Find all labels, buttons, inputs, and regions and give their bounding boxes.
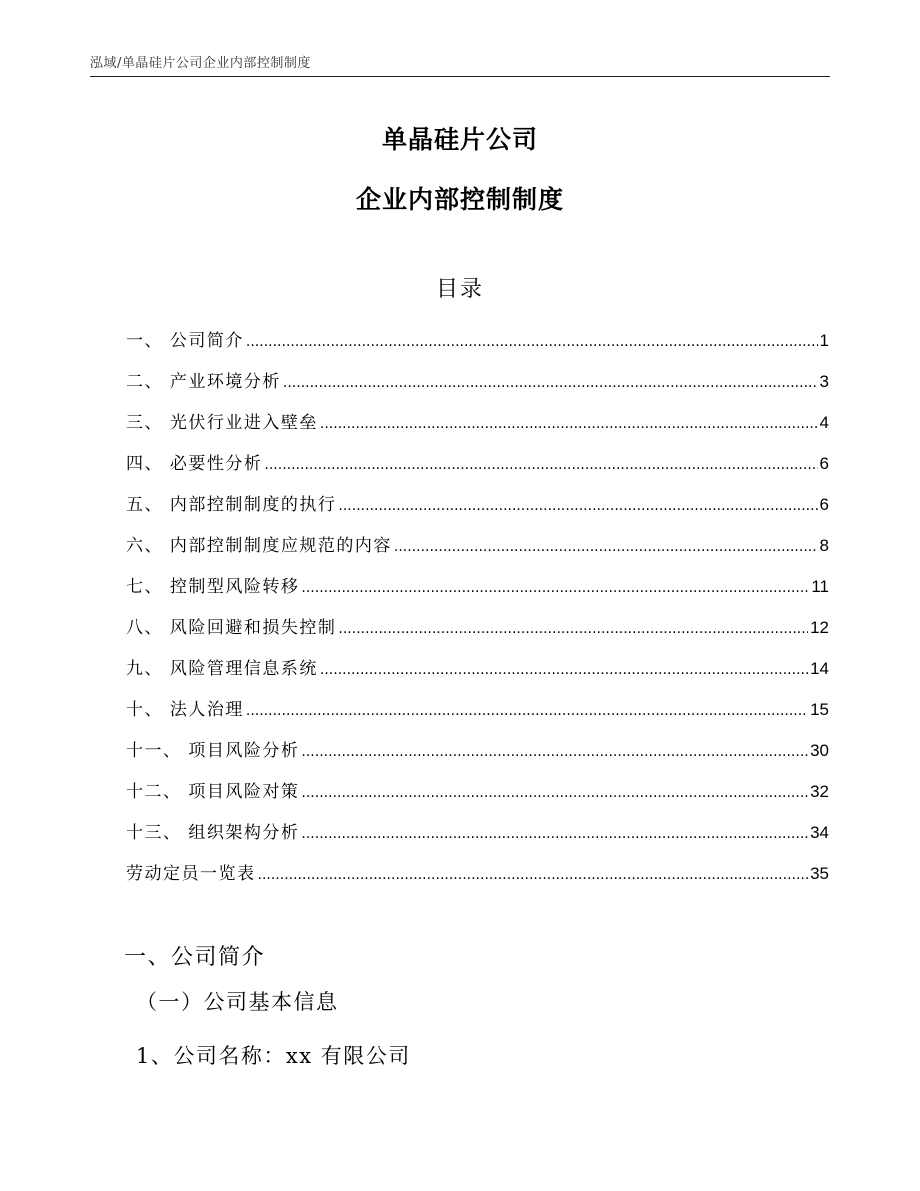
toc-leader-dots xyxy=(338,621,808,637)
toc-entry-label: 一、 公司简介 xyxy=(126,331,244,351)
toc-entry-label: 四、 必要性分析 xyxy=(126,454,263,474)
toc-entry-page: 30 xyxy=(810,741,829,760)
toc-entry[interactable] xyxy=(126,695,829,736)
header-divider xyxy=(90,76,830,77)
toc-leader-dots xyxy=(301,785,808,801)
toc-entry-label: 五、 内部控制制度的执行 xyxy=(126,495,337,515)
toc-entry-label: 七、 控制型风险转移 xyxy=(126,577,300,597)
toc-entry[interactable] xyxy=(126,490,829,531)
toc-entry[interactable] xyxy=(126,818,829,859)
toc-entry-label: 劳动定员一览表 xyxy=(126,864,256,884)
toc-leader-dots xyxy=(338,498,817,514)
document-title-company: 单晶硅片公司 xyxy=(381,125,538,154)
toc-leader-dots xyxy=(320,416,818,432)
toc-entry-page: 1 xyxy=(819,331,829,350)
toc-entry-page: 11 xyxy=(811,577,829,596)
toc-entry-label: 十、 法人治理 xyxy=(126,700,244,720)
toc-entry[interactable] xyxy=(126,326,829,367)
toc-entry[interactable] xyxy=(126,777,829,818)
toc-entry-page: 4 xyxy=(819,413,829,432)
toc-entry[interactable] xyxy=(126,736,829,777)
toc-heading: 目录 xyxy=(435,277,484,302)
toc-entry[interactable] xyxy=(126,613,829,654)
toc-entry-label: 十三、 组织架构分析 xyxy=(126,823,300,843)
toc-entry-page: 12 xyxy=(810,618,829,637)
toc-entry-label: 二、 产业环境分析 xyxy=(126,372,281,392)
toc-leader-dots xyxy=(320,662,808,678)
toc-entry[interactable] xyxy=(126,531,829,572)
toc-entry[interactable] xyxy=(126,654,829,695)
toc-leader-dots xyxy=(301,580,809,596)
toc-entry-page: 8 xyxy=(819,536,829,555)
toc-leader-dots xyxy=(258,867,809,883)
toc-entry-label: 八、 风险回避和损失控制 xyxy=(126,618,337,638)
toc-entry-page: 35 xyxy=(810,864,829,883)
toc-entry-label: 十一、 项目风险分析 xyxy=(126,741,300,761)
toc-entry-label: 六、 内部控制制度应规范的内容 xyxy=(126,536,392,556)
toc-leader-dots xyxy=(283,375,818,391)
toc-entry[interactable] xyxy=(126,408,829,449)
toc-entry-label: 三、 光伏行业进入壁垒 xyxy=(126,413,318,433)
toc-entry-page: 14 xyxy=(810,659,829,678)
section-heading: 一、公司简介 xyxy=(124,945,266,970)
toc-entry-label: 九、 风险管理信息系统 xyxy=(126,659,318,679)
company-name-line: 1、公司名称：xx 有限公司 xyxy=(136,1044,411,1068)
toc-leader-dots xyxy=(301,744,808,760)
toc-entry[interactable] xyxy=(126,859,829,900)
toc-leader-dots xyxy=(246,334,818,350)
toc-leader-dots xyxy=(264,457,817,473)
toc-entry-page: 32 xyxy=(810,782,829,801)
toc-entry-page: 6 xyxy=(819,495,829,514)
document-title-subject: 企业内部控制制度 xyxy=(355,185,564,214)
running-header: 泓域/单晶硅片公司企业内部控制制度 xyxy=(90,56,311,71)
toc-entry-page: 3 xyxy=(819,372,829,391)
toc-entry-page: 6 xyxy=(819,454,829,473)
toc-entry[interactable] xyxy=(126,367,829,408)
table-of-contents xyxy=(126,326,829,900)
toc-entry-page: 15 xyxy=(810,700,829,719)
toc-entry-page: 34 xyxy=(810,823,829,842)
toc-leader-dots xyxy=(301,826,808,842)
toc-entry-label: 十二、 项目风险对策 xyxy=(126,782,300,802)
subsection-heading: （一）公司基本信息 xyxy=(136,990,339,1014)
toc-entry[interactable] xyxy=(126,449,829,490)
toc-entry[interactable] xyxy=(126,572,829,613)
toc-leader-dots xyxy=(394,539,818,555)
toc-leader-dots xyxy=(246,703,808,719)
